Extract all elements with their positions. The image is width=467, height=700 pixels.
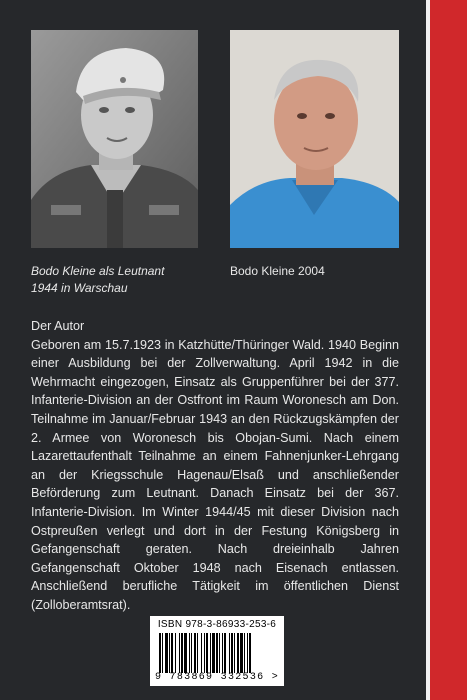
barcode-bar <box>171 633 173 673</box>
soldier-portrait-image <box>31 30 198 248</box>
photo-elderly-man <box>230 30 399 248</box>
photo-caption-right: Bodo Kleine 2004 <box>230 264 325 278</box>
caption-left-line1: Bodo Kleine als Leutnant <box>31 264 165 278</box>
barcode-bars <box>159 633 275 673</box>
caption-left-line2: 1944 in Warschau <box>31 281 128 295</box>
barcode-bar <box>210 633 211 673</box>
barcode-bar <box>216 633 218 673</box>
photo-caption-left <box>31 263 201 297</box>
barcode-bar <box>247 633 248 673</box>
barcode-bar <box>184 633 187 673</box>
bio-heading: Der Autor <box>31 319 85 333</box>
barcode-bar <box>159 633 161 673</box>
barcode-bar <box>175 633 176 673</box>
barcode-bar <box>201 633 202 673</box>
barcode-bar <box>231 633 233 673</box>
barcode-bar <box>224 633 226 673</box>
barcode-bar <box>206 633 208 673</box>
barcode-bar <box>169 633 170 673</box>
barcode-bar <box>191 633 192 673</box>
barcode-bar <box>229 633 230 673</box>
barcode-bar <box>234 633 235 673</box>
barcode-bar <box>222 633 223 673</box>
barcode-bar <box>194 633 196 673</box>
bio-text: Geboren am 15.7.1923 in Katzhütte/Thüringer Wald. 1940 Beginn einer Ausbildung bei der Zollverwaltung. April 1942 in die Wehrmacht eingezogen, Einsatz als Gruppenführer bei der 377. Infanterie-Division an der Ostfront im Raum Woronesch am Don. Teilnahme im Januar/Februar 1943 an den Rückzugskämpfen der 2. Armee von Woronesch bis Obojan-Sumi. Nach einem Lazarettaufenthalt Teilnahme an einem Fahnenjunker-Lehrgang an der Kriegsschule Hagenau/Elsaß und anschließender Beförderung zum Leutnant. Danach Einsatz bei der 367. Infanterie-Division. Im Winter 1944/45 mit dieser Division nach Ostpreußen verlegt und dort in der Festung Königsberg in Gefangenschaft geraten. Nach dreieinhalb Jahren Gefangenschaft Oktober 1948 nach Eisenach entlassen. Anschließend berufliche Tätigkeit im öffentlichen Dienst (Zolloberamtsrat). <box>31 337 399 612</box>
barcode-bar <box>219 633 220 673</box>
barcode-bar <box>212 633 215 673</box>
isbn-barcode <box>150 616 284 686</box>
author-bio <box>31 317 399 615</box>
isbn-label: ISBN 978-3-86933-253-6 <box>157 619 277 630</box>
barcode-bar <box>237 633 239 673</box>
barcode-bar <box>189 633 190 673</box>
barcode-bar <box>204 633 205 673</box>
red-spine <box>430 0 467 700</box>
barcode-bar <box>162 633 163 673</box>
barcode-bar <box>244 633 245 673</box>
barcode-bar <box>249 633 251 673</box>
elderly-portrait-image <box>230 30 399 248</box>
barcode-bar <box>181 633 183 673</box>
barcode-digits: 9 783869 332536 > <box>154 672 280 683</box>
barcode-bar <box>179 633 180 673</box>
barcode-bar <box>240 633 243 673</box>
photo-young-soldier <box>31 30 198 248</box>
barcode-bar <box>197 633 198 673</box>
barcode-bar <box>165 633 168 673</box>
